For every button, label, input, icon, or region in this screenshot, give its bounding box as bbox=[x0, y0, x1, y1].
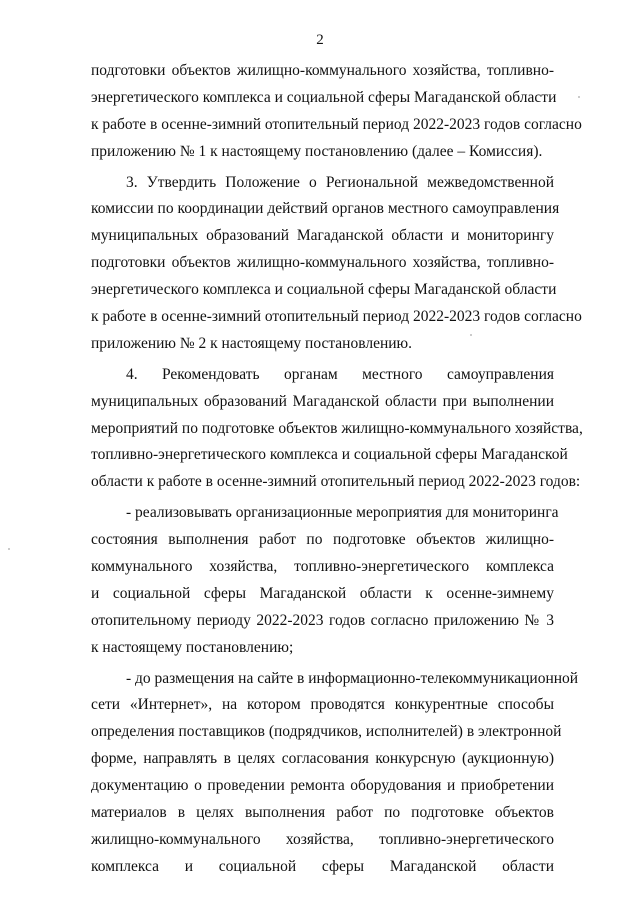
text-line: состояния выполнения работ по подготовке объектов жилищно- bbox=[91, 531, 554, 549]
text-line: коммунального хозяйства, топливно-энергетического комплекса bbox=[91, 558, 554, 576]
text-line: подготовки объектов жилищно-коммунального хозяйства, топливно- bbox=[91, 254, 554, 272]
text-line: комплекса и социальной сферы Магаданской области bbox=[91, 857, 554, 875]
paragraph bbox=[91, 58, 582, 166]
text-line: энергетического комплекса и социальной сферы Магаданской области bbox=[91, 88, 557, 106]
scan-speck bbox=[470, 334, 472, 336]
text-line: 3. Утвердить Положение о Региональной межведомственной bbox=[126, 173, 554, 191]
text-line: к работе в осенне-зимний отопительный период 2022-2023 годов согласно bbox=[91, 115, 582, 133]
text-line: сети «Интернет», на котором проводятся конкурентные способы bbox=[91, 696, 554, 714]
text-line: топливно-энергетического комплекса и социальной сферы Магаданской bbox=[91, 446, 568, 464]
document-body bbox=[91, 58, 583, 881]
text-line: приложению № 2 к настоящему постановлению. bbox=[91, 334, 412, 352]
text-line: энергетического комплекса и социальной сферы Магаданской области bbox=[91, 281, 557, 299]
page-number: 2 bbox=[316, 32, 324, 48]
text-line: подготовки объектов жилищно-коммунального хозяйства, топливно- bbox=[91, 62, 554, 79]
scan-speck bbox=[8, 548, 10, 550]
text-line: определения поставщиков (подрядчиков, исполнителей) в электронной bbox=[91, 723, 562, 741]
text-line: материалов в целях выполнения работ по подготовке объектов bbox=[91, 804, 554, 822]
text-line: документацию о проведении ремонта оборудования и приобретении bbox=[91, 777, 554, 795]
text-line: области к работе в осенне-зимний отопительный период 2022-2023 годов: bbox=[91, 473, 581, 491]
text-line: и социальной сферы Магаданской области к осенне-зимнему bbox=[91, 584, 554, 602]
text-line: - реализовывать организационные мероприятия для мониторинга bbox=[126, 504, 559, 522]
text-line: отопительному периоду 2022-2023 годов согласно приложению № 3 bbox=[91, 611, 554, 629]
paragraph-item-4 bbox=[91, 362, 583, 496]
paragraph-bullet-2 bbox=[91, 666, 579, 881]
paragraph-bullet-1 bbox=[91, 500, 559, 661]
text-line: к настоящему постановлению; bbox=[91, 638, 294, 656]
text-line: 4. Рекомендовать органам местного самоуправления bbox=[126, 365, 554, 383]
text-line: комиссии по координации действий органов местного самоуправления bbox=[91, 200, 560, 218]
text-line: к работе в осенне-зимний отопительный период 2022-2023 годов согласно bbox=[91, 308, 582, 326]
text-line: форме, направлять в целях согласования конкурсную (аукционную) bbox=[91, 750, 554, 768]
text-line: жилищно-коммунального хозяйства, топливно-энергетического bbox=[91, 830, 554, 848]
paragraph-item-3 bbox=[91, 170, 582, 358]
text-line: - до размещения на сайте в информационно-телекоммуникационной bbox=[126, 669, 579, 687]
text-line: муниципальных образований Магаданской области при выполнении bbox=[91, 392, 554, 410]
text-line: муниципальных образований Магаданской области и мониторингу bbox=[91, 227, 554, 245]
text-line: приложению № 1 к настоящему постановлению (далее – Комиссия). bbox=[91, 142, 543, 160]
text-line: мероприятий по подготовке объектов жилищно-коммунального хозяйства, bbox=[91, 419, 583, 437]
scan-speck bbox=[578, 96, 580, 98]
